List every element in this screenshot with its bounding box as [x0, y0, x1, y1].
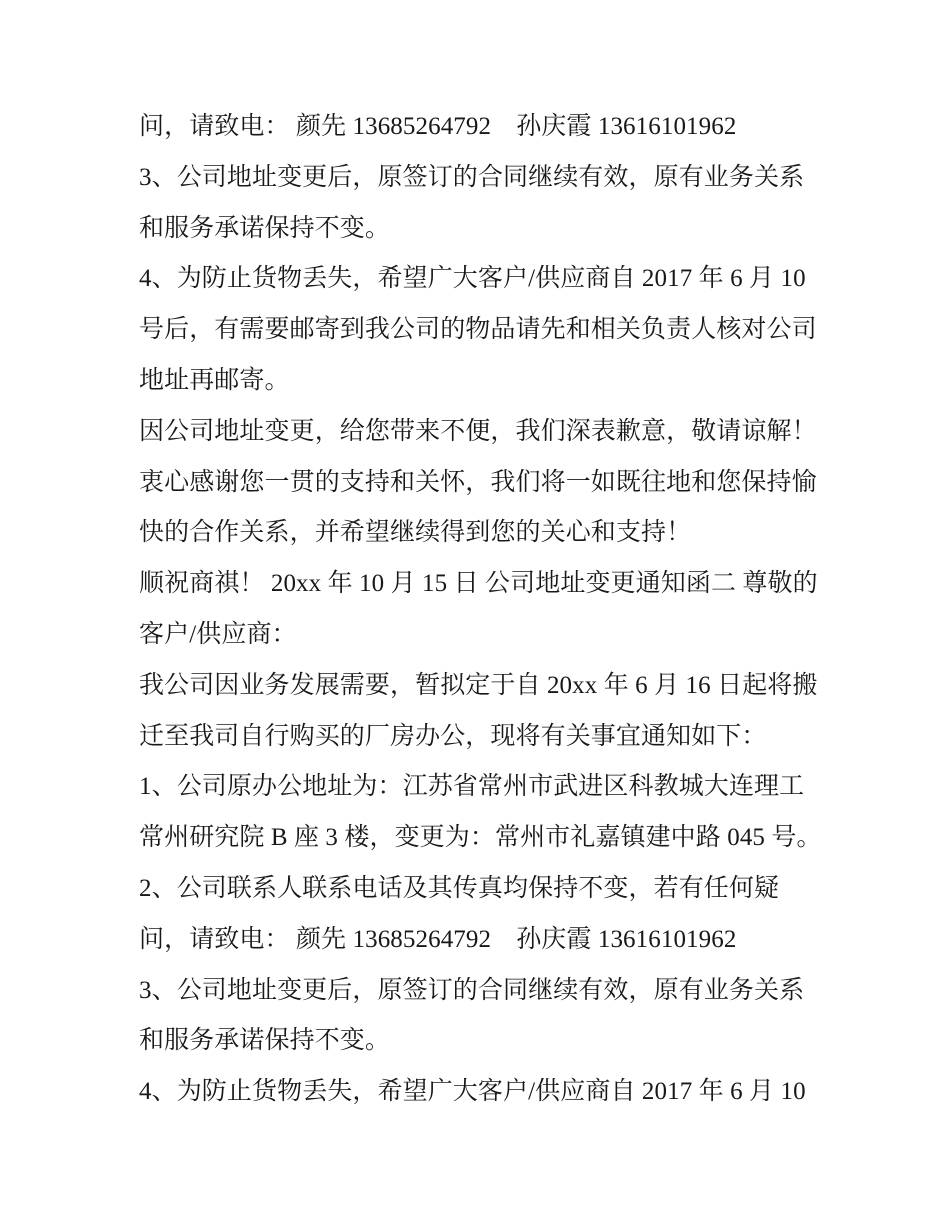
text-line: 问，请致电： 颜先 13685264792 孙庆霞 13616101962 [139, 113, 737, 140]
text-line: 号后，有需要邮寄到我公司的物品请先和相关负责人核对公司 [139, 316, 817, 344]
text-line: 问，请致电： 颜先 13685264792 孙庆霞 13616101962 [139, 925, 737, 953]
text-line: 2、公司联系人联系电话及其传真均保持不变，若有任何疑 [139, 874, 780, 902]
text-line: 迁至我司自行购买的厂房办公，现将有关事宜通知如下： [139, 722, 767, 750]
text-line: 客户/供应商： [139, 620, 297, 648]
text-line: 4、为防止货物丢失，希望广大客户/供应商自 2017 年 6 月 10 [139, 265, 806, 293]
text-line: 我公司因业务发展需要，暂拟定于自 20xx 年 6 月 16 日起将搬 [139, 671, 818, 699]
text-line: 3、公司地址变更后，原签订的合同继续有效，原有业务关系 [139, 163, 805, 191]
text-line: 4、为防止货物丢失，希望广大客户/供应商自 2017 年 6 月 10 [139, 1078, 806, 1106]
text-line: 1、公司原办公地址为：江苏省常州市武进区科教城大连理工 [139, 773, 805, 801]
text-line: 和服务承诺保持不变。 [139, 214, 391, 242]
document-text-block [139, 102, 869, 1118]
text-line: 因公司地址变更，给您带来不便，我们深表歉意，敬请谅解！ [139, 417, 817, 445]
text-line: 3、公司地址变更后，原签订的合同继续有效，原有业务关系 [139, 976, 805, 1004]
text-line: 常州研究院 B 座 3 楼，变更为：常州市礼嘉镇建中路 045 号。 [139, 824, 822, 852]
text-line: 衷心感谢您一贯的支持和关怀，我们将一如既往地和您保持愉 [139, 468, 817, 496]
text-line: 快的合作关系，并希望继续得到您的关心和支持！ [139, 519, 692, 547]
text-line: 地址再邮寄。 [139, 366, 290, 394]
text-line: 顺祝商祺！ 20xx 年 10 月 15 日 公司地址变更通知函二 尊敬的 [139, 570, 818, 598]
text-line: 和服务承诺保持不变。 [139, 1027, 391, 1055]
